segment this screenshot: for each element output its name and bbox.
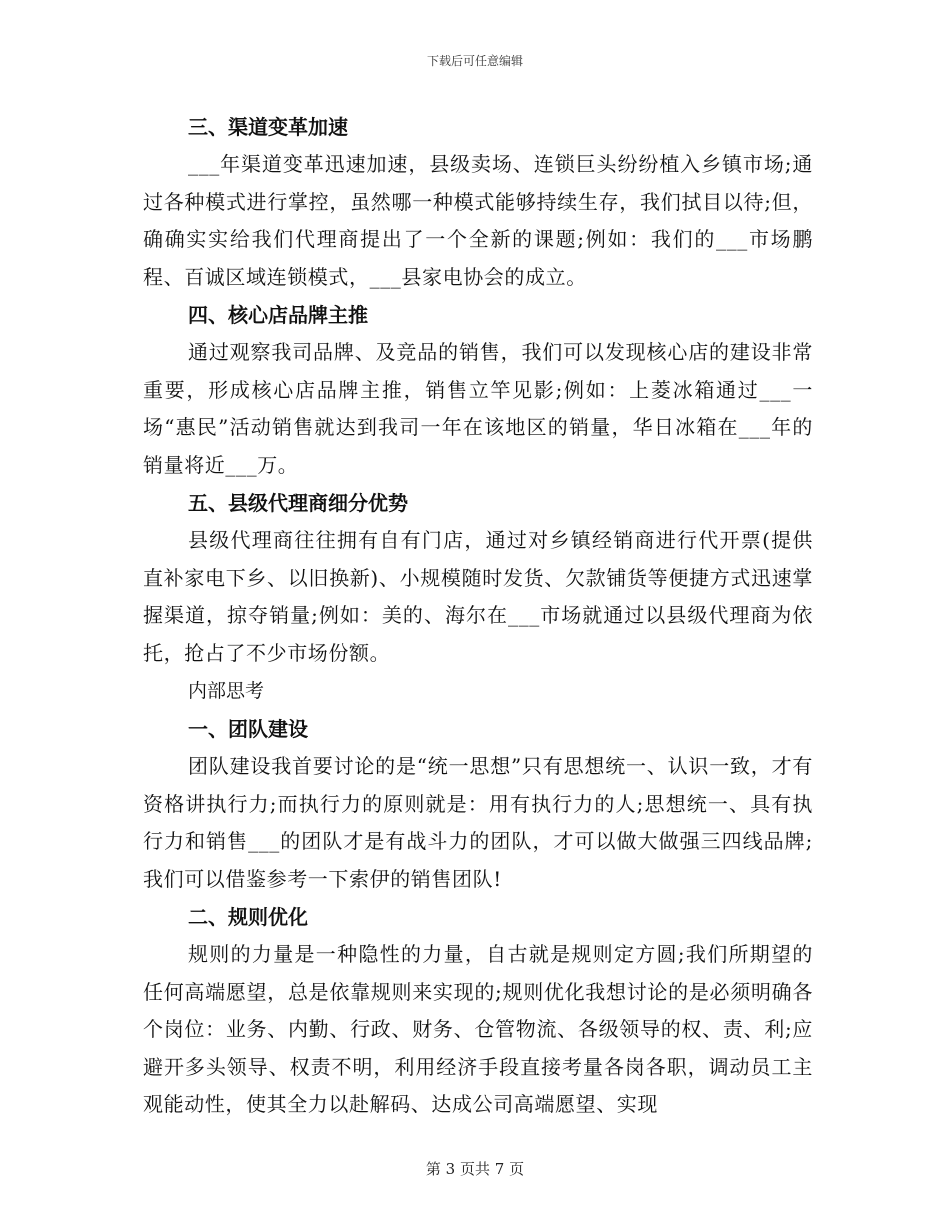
section-paragraph-team-building: 团队建设我首要讨论的是“统一思想”只有思想统一、认识一致，才有资格讲执行力;而执行力的原则就是：用有执行力的人;思想统一、具有执行力和销售___的团队才是有战斗力的团队，才可以做大做强三四线品牌;我们可以借鉴参考一下索伊的销售团队! [143,754,813,891]
section-paragraph-rule-optimization: 规则的力量是一种隐性的力量，自古就是规则定方圆;我们所期望的任何高端愿望，总是依靠规则来实现的;规则优化我想讨论的是必须明确各个岗位：业务、内勤、行政、财务、仓管物流、各级领导的权、责、利;应避开多头领导、权责不明，利用经济手段直接考量各岗各职，调动员工主观能动性，使其全力以赴解码、达成公司高端愿望、实现 [143,942,813,1116]
section-heading-channel-reform: 三、渠道变革加速 [188,115,348,139]
section-paragraph-channel-reform: ___年渠道变革迅速加速，县级卖场、连锁巨头纷纷植入乡镇市场;通过各种模式进行掌控，虽然哪一种模式能够持续生存，我们拭目以待;但，确确实实给我们代理商提出了一个全新的课题;例如：我们的___市场鹏程、百诚区域连锁模式，___县家电协会的成立。 [143,152,813,289]
page-header: 下载后可任意编辑 [426,54,523,68]
section-heading-core-store: 四、核心店品牌主推 [188,303,368,327]
section-paragraph-core-store: 通过观察我司品牌、及竞品的销售，我们可以发现核心店的建设非常重要，形成核心店品牌主推，销售立竿见影;例如：上菱冰箱通过___一场“惠民”活动销售就达到我司一年在该地区的销量，华日冰箱在___年的销量将近___万。 [143,340,813,477]
subtitle-internal-thinking: 内部思考 [188,680,265,702]
page-footer: 第 3 页共 7 页 [425,1160,525,1178]
section-heading-rule-optimization: 二、规则优化 [188,905,308,929]
section-paragraph-county-agent: 县级代理商往往拥有自有门店，通过对乡镇经销商进行代开票(提供直补家电下乡、以旧换新)、小规模随时发货、欠款铺货等便捷方式迅速掌握渠道，掠夺销量;例如：美的、海尔在___市场就通过以县级代理商为依托，抢占了不少市场份额。 [143,528,813,665]
section-heading-team-building: 一、团队建设 [188,717,308,741]
section-heading-county-agent: 五、县级代理商细分优势 [188,491,408,515]
document-body [143,108,813,1124]
